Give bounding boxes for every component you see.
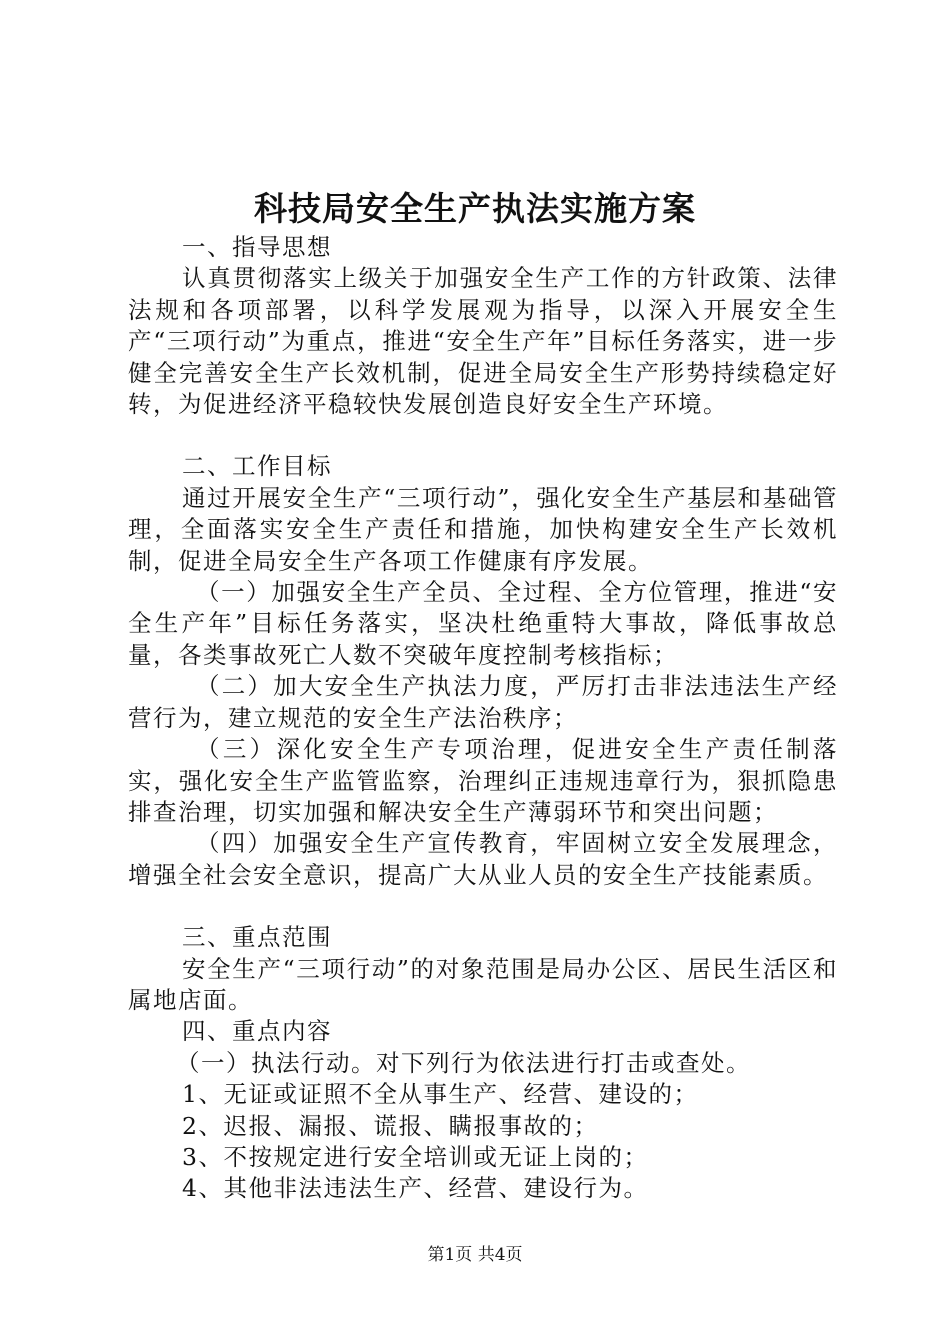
section-heading-key-scope: 三、重点范围 — [182, 923, 332, 952]
document-title: 科技局安全生产执法实施方案 — [254, 189, 696, 228]
goal-item-3: （三）深化安全生产专项治理，促进安全生产责任制落实，强化安全生产监管监察，治理纠正违规违章行为，狠抓隐患排查治理，切实加强和解决安全生产薄弱环节和突出问题； — [128, 735, 838, 826]
paragraph-work-goals: 通过开展安全生产“三项行动”，强化安全生产基层和基础管理，全面落实安全生产责任和措施，加快构建安全生产长效机制，促进全局安全生产各项工作健康有序发展。 — [128, 483, 838, 575]
paragraph-gap — [128, 891, 838, 922]
paragraph-key-scope: 安全生产“三项行动”的对象范围是局办公区、居民生活区和属地店面。 — [128, 954, 838, 1014]
section-heading-guiding-thought: 一、指导思想 — [182, 233, 332, 261]
goal-item-1: （一）加强安全生产全员、全过程、全方位管理，推进“安全生产年”目标任务落实，坚决杜绝重特大事故，降低事故总量，各类事故死亡人数不突破年度控制考核指标； — [128, 578, 838, 669]
goal-item-2: （二）加大安全生产执法力度，严厉打击非法违法生产经营行为，建立规范的安全生产法治秩序； — [128, 672, 838, 732]
paragraph-guiding-thought: 认真贯彻落实上级关于加强安全生产工作的方针政策、法律法规和各项部署，以科学发展观为指导，以深入开展安全生产“三项行动”为重点，推进“安全生产年”目标任务落实，进一步健全完善安全生产长效机制，促进全局安全生产形势持续稳定好转，为促进经济平稳较快发展创造良好安全生产环境。 — [128, 264, 838, 419]
content-list-item-4: 4、其他非法违法生产、经营、建设行为。 — [182, 1174, 649, 1203]
content-list-item-3: 3、不按规定进行安全培训或无证上岗的； — [182, 1142, 649, 1171]
document-body — [128, 232, 838, 1205]
content-list-item-2: 2、迟报、漏报、谎报、瞒报事故的； — [182, 1111, 599, 1140]
section-heading-work-goals: 二、工作目标 — [182, 452, 332, 481]
paragraph-gap — [128, 420, 838, 451]
goal-item-4: （四）加强安全生产宣传教育，牢固树立安全发展理念，增强全社会安全意识，提高广大从业人员的安全生产技能素质。 — [128, 829, 838, 889]
page-footer: 第1页 共4页 — [427, 1245, 523, 1265]
section-heading-key-content: 四、重点内容 — [182, 1017, 332, 1046]
content-list-item-1: 1、无证或证照不全从事生产、经营、建设的； — [182, 1080, 699, 1109]
content-subheading-enforcement: （一）执法行动。对下列行为依法进行打击或查处。 — [176, 1048, 751, 1077]
